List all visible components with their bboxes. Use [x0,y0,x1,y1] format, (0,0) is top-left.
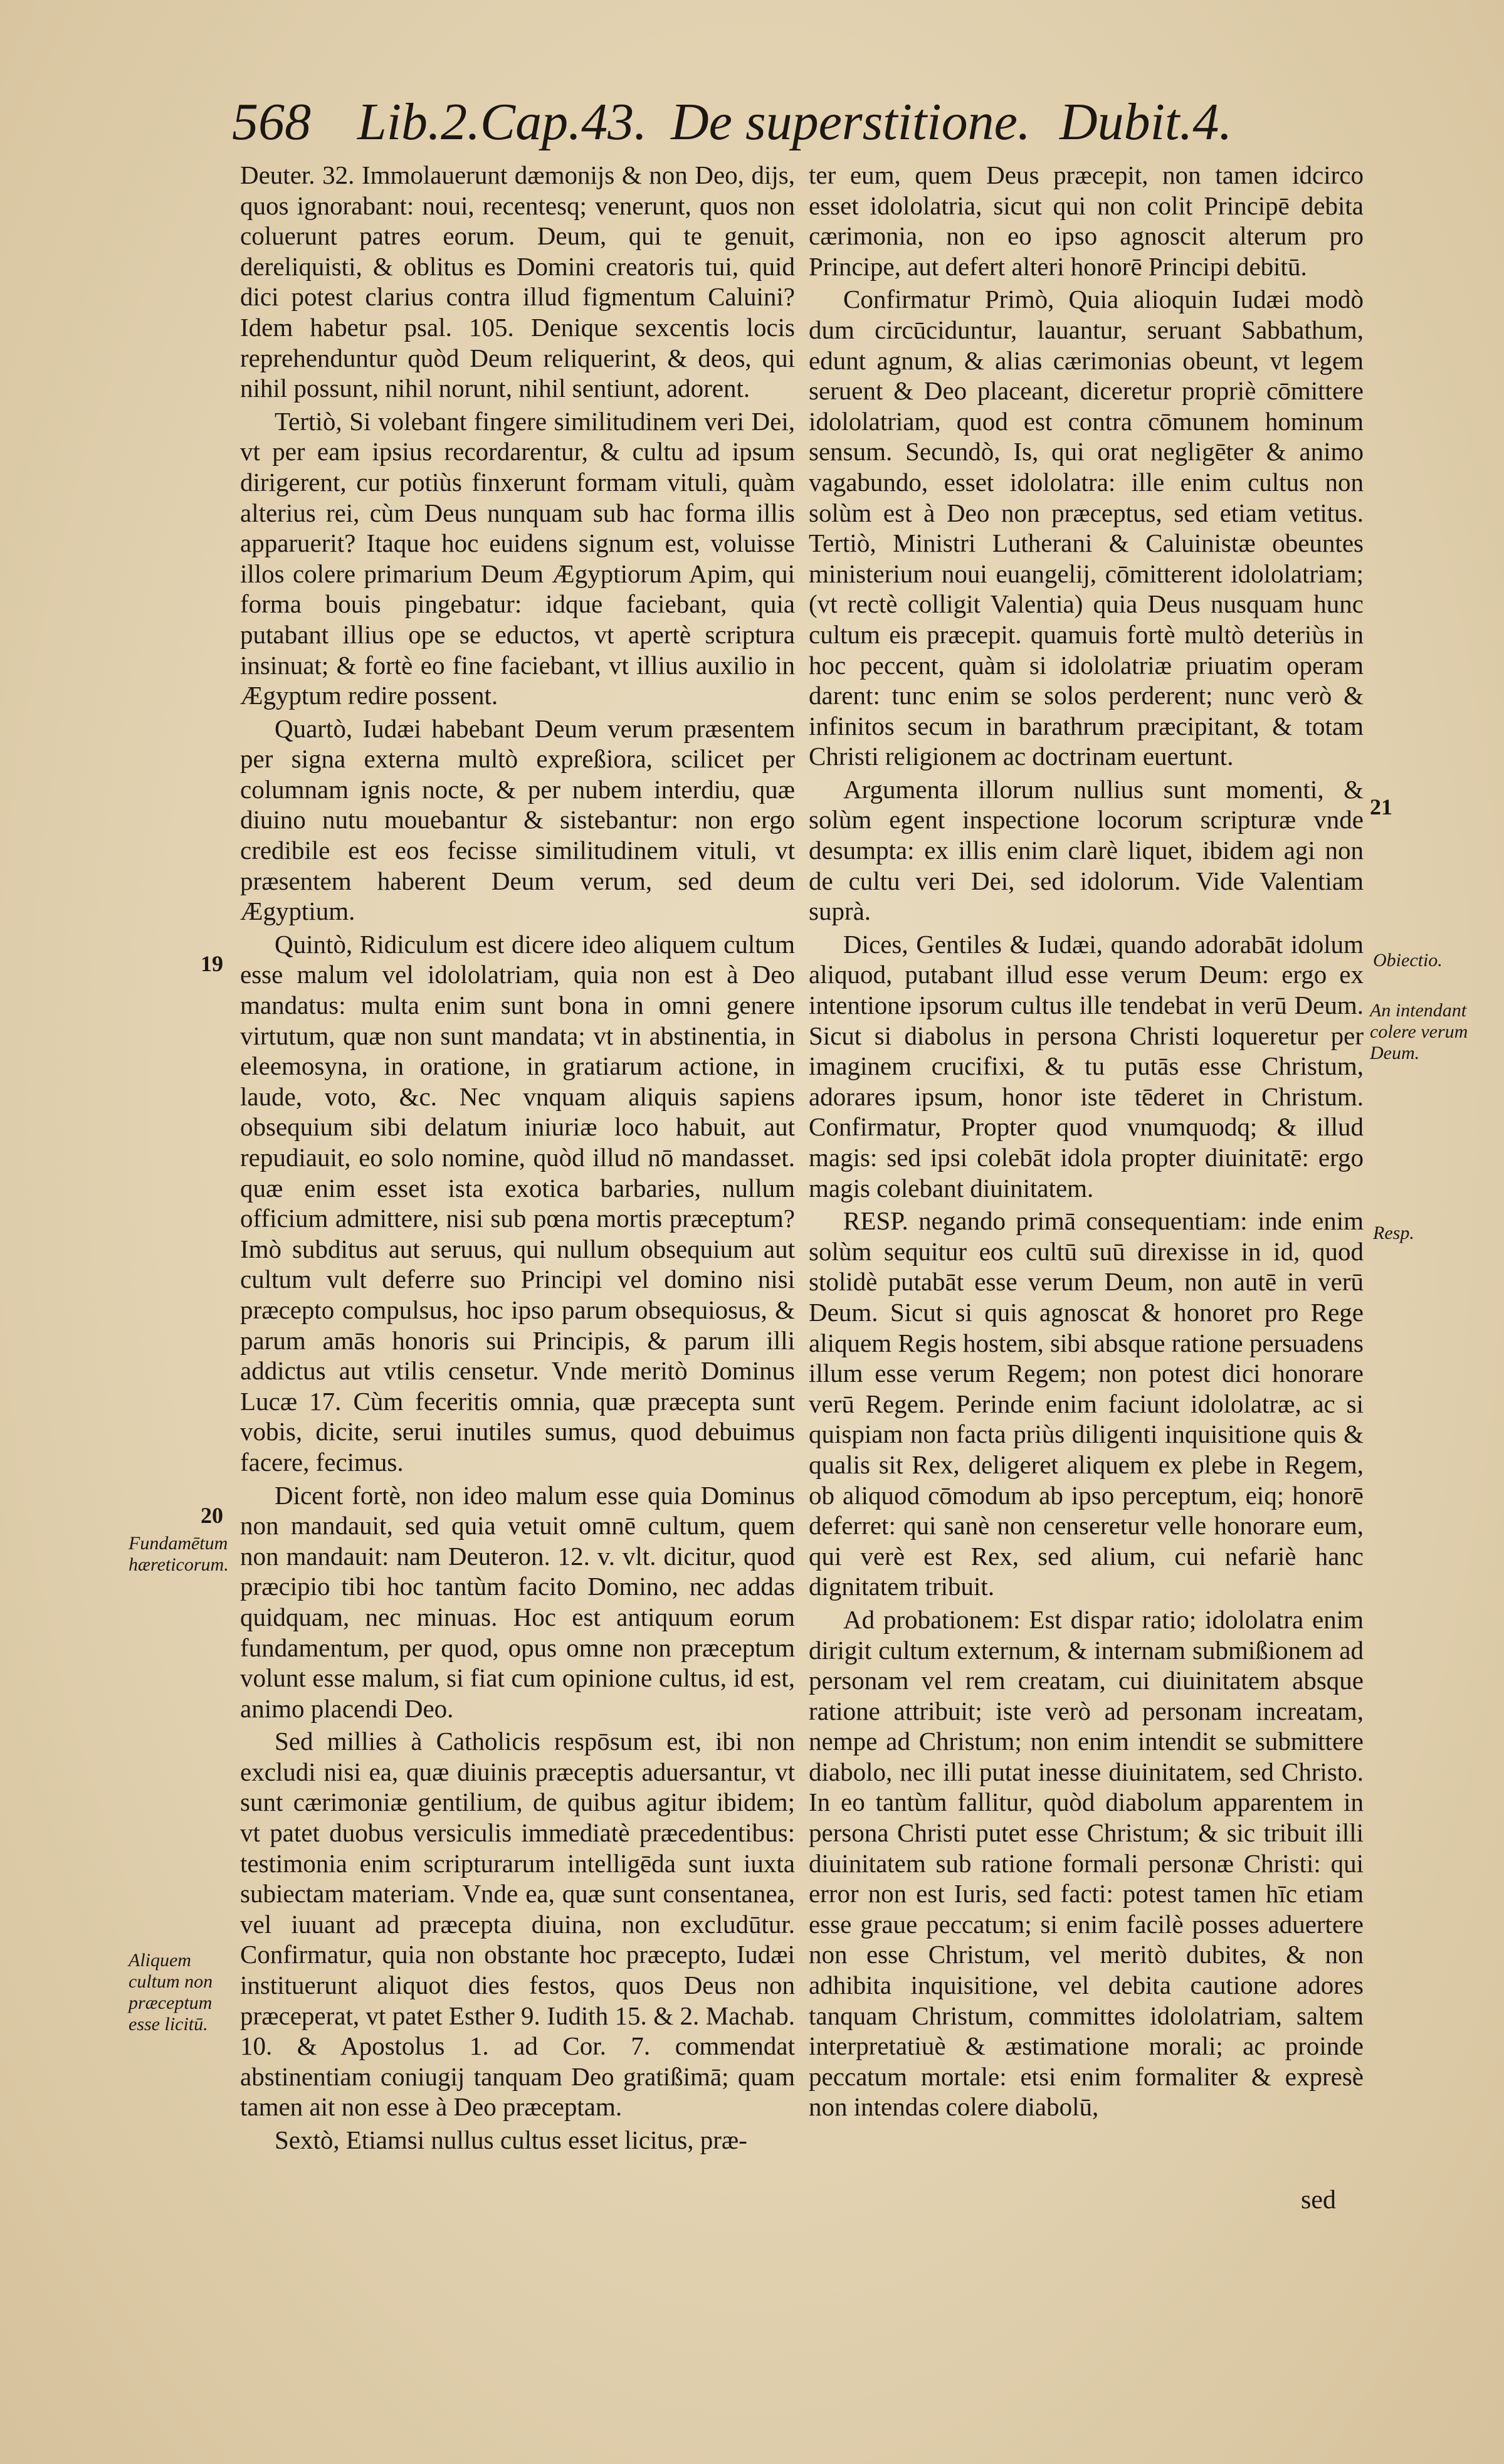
right-paragraph: Confirmatur Primò, Quia alioquin Iudæi modò dum circūciduntur, lauantur, seruant Sabbathum, edunt agnum, & alias cærimonias obeunt, vt legem seruent & Deo placeant, diceretur propriè cōmittere idololatriam, quod est contra cōmunem hominum sensum. Secundò, Is, qui orat negligēter & animo vagabundo, esset idololatra: ille enim cultus non solùm est à Deo non præceptus, sed etiam vetitus. Tertiò, Ministri Lutherani & Caluinistæ obeuntes ministerium noui euangelij, cōmitterent idololatriam; (vt rectè colligit Valentia) quia Deus nusquam hunc cultum eis præcepit. quamuis fortè multò deteriùs in hoc peccent, quàm si idololatriæ priuatim operam darent: tunc enim se solos perderent; nunc verò & infinitos secum in barathrum præcipitant, & totam Christi religionem ac doctrinam euertunt. [809,285,1364,771]
right-paragraph: Ad probationem: Est dispar ratio; idololatra enim dirigit cultum externum, & internam submißionem ad personam vel rem creatam, cui diuinitatem absque ratione attribuit; iste verò ad personam increatam, nempe ad Christum; non enim intendit se submittere diabolo, nec illi putat inesse diuinitatem, sed Christo. In eo tantùm fallitur, quòd diabolum apparentem in persona Christi putet esse Christum; & sic tribuit illi diuinitatem sub ratione formali personæ Christi: qui error non est Iuris, sed facti: potest tamen hīc etiam esse graue peccatum; si enim facilè posses aduertere non esse Christum, vel meritò dubites, & non adhibita inquisitione, vel debita cautione adores tanquam Christum, committes idololatriam, saltem interpretatiuè & æstimatione morali; ac proinde peccatum mortale: etsi enim formaliter & expresè non intendas colere diabolū, [809,1604,1364,2122]
right-paragraph: RESP. negando primā consequentiam: inde enim solùm sequitur eos cultū suū direxisse in id, quod stolidè putabāt esse verum Deum, non autē in verū Deum. Sicut si quis agnoscat & honoret pro Rege aliquem Regis hostem, sibi absque ratione persuadens illum esse verum Regem; non potest dici honorare verū Regem. Perinde enim faciunt idololatræ, ac si quispiam non facta priùs diligenti inquisitione quis & qualis sit Rex, deligeret aliquem ex plebe in Regem, ob aliquod cōmodum ab ipso perceptum, eiq; honorē deferret: qui sanè non censeretur velle honorare eum, qui verè est Rex, sed alium, cui nefariè hanc dignitatem tribuit. [809,1206,1364,1601]
running-header [232,88,1235,157]
margin-note-fundamentum: Fundamētum hæreticorum. [129,1533,229,1575]
page-number: 568 [232,93,311,151]
left-text-column [240,160,795,2156]
margin-number-19: 19 [201,951,223,976]
left-paragraph: Deuter. 32. Immolauerunt dæmonijs & non Deo, dijs, quos ignorabant: noui, recentesq; venerunt, quos non coluerunt patres eorum. Deum, qui te genuit, dereliquisti, & oblitus es Domini creatoris tui, quid dici potest clarius contra illud figmentum Caluini? Idem habetur psal. 105. Denique sexcentis locis reprehenduntur quòd Deum reliquerint, & deos, qui nihil possunt, nihil norunt, nihil sentiunt, adorent. [240,161,795,403]
margin-note-aliquem-cultum: Aliquem cultum non præceptum esse licitū. [129,1950,213,2035]
margin-note-obiectio: Obiectio. [1373,950,1443,971]
left-paragraph: Tertiò, Si volebant fingere similitudinem veri Dei, vt per eam ipsius recordarentur, & cultu ad ipsum dirigerent, cur potiùs finxerunt formam vituli, quàm alterius rei, cùm Deus nunquam sub hac forma illis apparuerit? Itaque hoc euidens signum est, voluisse illos colere primarium Deum Ægyptiorum Apim, qui forma bouis pingebatur: idque faciebant, quia putabant illius ope se eductos, vt apertè scriptura insinuat; & fortè eo fine faciebant, vt illius auxilio in Ægyptum redire possent. [240,406,795,710]
margin-note-resp: Resp. [1373,1223,1414,1243]
left-paragraph: Quartò, Iudæi habebant Deum verum præsentem per signa externa multò expreßiora, scilicet per columnam ignis nocte, & per nubem interdiu, quæ diuino nutu mouebantur & sistebantur: non ergo credibile est eos fecisse similitudinem vituli, vt præsentem haberent Deum verum, sed deum Ægyptium. [240,713,795,926]
margin-number-21: 21 [1370,794,1392,819]
left-paragraph: Quintò, Ridiculum est dicere ideo aliquem cultum esse malum vel idololatriam, quia non est à Deo mandatus: multa enim sunt bona in omni genere virtutum, quæ non sunt mandata; vt in abstinentia, in eleemosyna, in oratione, in gratiarum actione, in laude, voto, &c. Nec vnquam aliquis sapiens obsequium sibi delatum iniuriæ loco habuit, aut repudiauit, eo solo nomine, quòd illud nō mandasset. quæ enim esset ista exotica barbaries, nullum officium admittere, nisi sub pœna mortis præceptum? Imò subditus aut seruus, qui nullum obsequium aut cultum vult deferre suo Principi vel domino nisi præcepto compulsus, hoc ipso parum obsequiosus, & parum amās honoris sui Principis, & parum illi addictus aut vtilis censetur. Vnde meritò Dominus Lucæ 17. Cùm feceritis omnia, quæ præcepta sunt vobis, dicite, serui inutiles sumus, quod debuimus facere, fecimus. [240,929,795,1477]
right-paragraph: Dices, Gentiles & Iudæi, quando adorabāt idolum aliquod, putabant illud esse verum Deum: ergo ex intentione ipsorum cultus ille tendebat in verū Deum. Sicut si diabolus in persona Christi loqueretur per imaginem crucifixi, & tu putās esse Christum, adorares ipsum, honor iste tēderet in Christum. Confirmatur, Propter quod vnumquodq; & illud magis: sed ipsi colebāt idola propter diuinitatē: ergo magis colebant diuinitatem. [809,929,1364,1203]
right-paragraph: Argumenta illorum nullius sunt momenti, & solùm egent inspectione locorum scripturæ vnde desumpta: ex illis enim clarè liquet, ibidem agi non de cultu veri Dei, sed idolorum. Vide Valentiam suprà. [809,774,1364,926]
left-paragraph: Sextò, Etiamsi nullus cultus esset licitus, præ- [275,2125,747,2154]
left-paragraph: Sed millies à Catholicis respōsum est, ibi non excludi nisi ea, quæ diuinis præceptis aduersantur, vt sunt cærimoniæ gentilium, de quibus agitur ibidem; vt patet duobus versiculis immediatè præcedentibus: testimonia enim scripturarum intelligēda sunt iuxta subiectam materiam. Vnde ea, quæ sunt consentanea, vel iuuant ad præcepta diuina, non excludūtur. Confirmatur, quia non obstante hoc præcepto, Iudæi instituerunt aliquot dies festos, quos Deus non præceperat, vt patet Esther 9. Iudith 15. & 2. Machab. 10. & Apostolus 1. ad Cor. 7. commendat abstinentiam coniugij tanquam Deo gratißimā; quam tamen ait non esse à Deo præceptam. [240,1727,795,2122]
margin-number-20: 20 [201,1503,223,1528]
right-paragraph: ter eum, quem Deus præcepit, non tamen idcirco esset idololatria, sicut qui non colit Principē debita cærimonia, non eo ipso agnoscit alterum pro Principe, aut defert alteri honorē Principi debitū. [809,161,1364,281]
catchword: sed [1301,2186,1336,2214]
running-title: De superstitione. [671,93,1031,151]
section-label: Dubit.4. [1060,93,1233,151]
book-chapter: Lib.2.Cap.43. [357,93,648,151]
left-paragraph: Dicent fortè, non ideo malum esse quia Dominus non mandauit, sed quia vetuit omnē cultum, quem non mandauit: nam Deuteron. 12. v. vlt. dicitur, quod præcipio tibi hoc tantùm facito Domino, nec addas quidquam, nec minuas. Hoc est antiquum eorum fundamentum, per quod, opus omne non præceptum volunt esse malum, si fiat cum opinione cultus, id est, animo placendi Deo. [240,1480,795,1723]
right-text-column [809,160,1364,2122]
margin-note-an-intendant: An intendant colere verum Deum. [1370,1000,1468,1063]
